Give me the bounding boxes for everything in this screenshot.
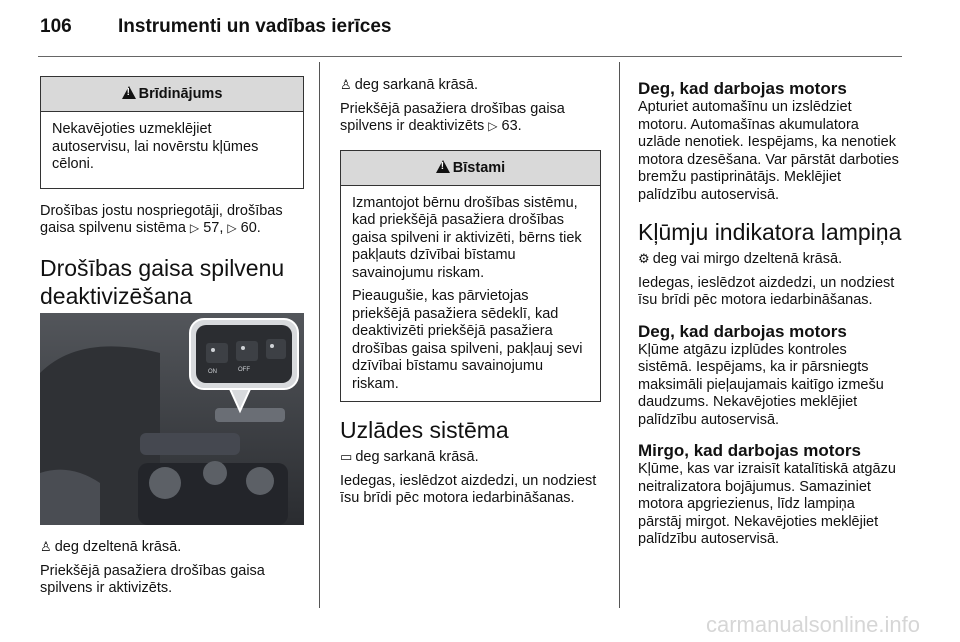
airbag-on-icon: ♙	[40, 539, 51, 554]
header-rule	[38, 56, 902, 57]
page-title: Instrumenti un vadības ierīces	[118, 16, 392, 37]
page-number: 106	[40, 16, 72, 37]
section-heading: Uzlādes sistēma	[340, 417, 509, 443]
dashboard-illustration	[40, 313, 304, 525]
indicator-text: deg sarkanā krāsā.	[355, 449, 479, 465]
page-ref[interactable]: 60.	[240, 220, 261, 236]
paragraph-text: Priekšējā pasažiera drošības gaisa spilvens ir deaktivizēts	[340, 100, 565, 134]
on-label: ON	[208, 369, 217, 375]
indicator-text: deg vai mirgo dzeltenā krāsā.	[652, 251, 843, 267]
column-1-bottom	[40, 538, 304, 604]
warning-header	[41, 77, 303, 112]
danger-box	[340, 150, 601, 403]
watermark: carmanualsonline.info	[705, 612, 920, 637]
warning-title: Brīdinājums	[138, 86, 223, 102]
column-1	[40, 76, 304, 310]
paragraph	[340, 101, 601, 136]
page-ref-icon: ▷	[189, 221, 200, 235]
indicator-line	[340, 76, 601, 95]
page-ref[interactable]: 63.	[501, 118, 522, 134]
indicator-text: deg dzeltenā krāsā.	[54, 539, 182, 555]
airbag-switch-photo	[40, 313, 304, 525]
column-divider	[319, 62, 320, 608]
page-header	[40, 16, 391, 38]
paragraph: Iedegas, ieslēdzot aizdedzi, un nodziest īsu brīdi pēc motora iedarbināšanas.	[638, 274, 895, 308]
paragraph: Apturiet automašīnu un izslēdziet motoru. Automašīnas akumulatora uzlāde nenotiek. Iespējams, ka nenotiek motora dzesēšana. Var pārstāt darboties bremžu pastiprinātājs. Meklējiet palīdzību autoservisā.	[638, 99, 899, 203]
page-ref-icon: ▷	[488, 119, 498, 133]
paragraph: Kļūme atgāzu izplūdes kontroles sistēmā. Iespējams, ka ir pārsniegts maksimāli pieļaujamais kaitīgo izmešu daudzums. Nekavējoties meklējiet palīdzību autoservisā.	[638, 341, 884, 428]
subheading: Deg, kad darbojas motors	[638, 79, 847, 98]
danger-text: Izmantojot bērnu drošības sistēmu, kad priekšējā pasažiera drošības gaisa spilveni ir aktivizēti, bērns tiek pakļauts dzīvībai bīstamu savainojumu riskam.	[352, 194, 582, 281]
column-2	[340, 76, 601, 514]
paragraph: Priekšējā pasažiera drošības gaisa spilvens ir aktivizēts.	[40, 562, 265, 596]
subheading: Mirgo, kad darbojas motors	[638, 441, 861, 460]
warning-icon	[122, 86, 136, 99]
page-ref-icon: ▷	[227, 221, 237, 235]
paragraph	[40, 203, 304, 238]
indicator-line	[340, 448, 601, 467]
battery-icon: ▭	[340, 449, 352, 464]
paragraph: Kļūme, kas var izraisīt katalītiskā atgāzu neitralizatora bojājumus. Samaziniet motora apgriezienus, līdz lampiņa pārstāj mirgot. Nekavējoties meklējiet palīdzību autoservisā.	[638, 461, 896, 547]
section-heading: Drošības gaisa spilvenu deaktivizēšana	[40, 254, 285, 309]
indicator-text: deg sarkanā krāsā.	[354, 77, 479, 93]
warning-box	[40, 76, 304, 189]
engine-icon: ⚙	[638, 251, 649, 266]
danger-title: Bīstami	[452, 159, 506, 176]
warning-text: Nekavējoties uzmeklējiet autoservisu, lai novērstu kļūmes cēloni.	[52, 121, 259, 172]
subheading: Deg, kad darbojas motors	[638, 321, 847, 341]
danger-header	[341, 151, 600, 186]
paragraph-text: Drošības jostu nospriegotāji, drošības gaisa spilvenu sistēma	[40, 202, 283, 236]
page-ref[interactable]: 57,	[203, 220, 224, 236]
airbag-off-icon: ♙	[340, 77, 351, 92]
indicator-line	[40, 538, 304, 557]
indicator-line	[638, 250, 902, 269]
section-heading: Kļūmju indikatora lampiņa	[638, 219, 902, 245]
column-divider	[619, 62, 620, 608]
paragraph: Iedegas, ieslēdzot aizdedzi, un nodziest īsu brīdi pēc motora iedarbināšanas.	[340, 472, 597, 506]
off-label: OFF	[238, 367, 250, 373]
column-3	[638, 79, 902, 555]
danger-text: Pieaugušie, kas pārvietojas priekšējā pasažiera sēdeklī, kad deaktivizēti priekšējā pasažiera drošības gaisa spilveni, pakļauj sevi dzīvībai bīstamu savainojumu riskam.	[352, 288, 583, 392]
warning-icon	[436, 160, 450, 173]
